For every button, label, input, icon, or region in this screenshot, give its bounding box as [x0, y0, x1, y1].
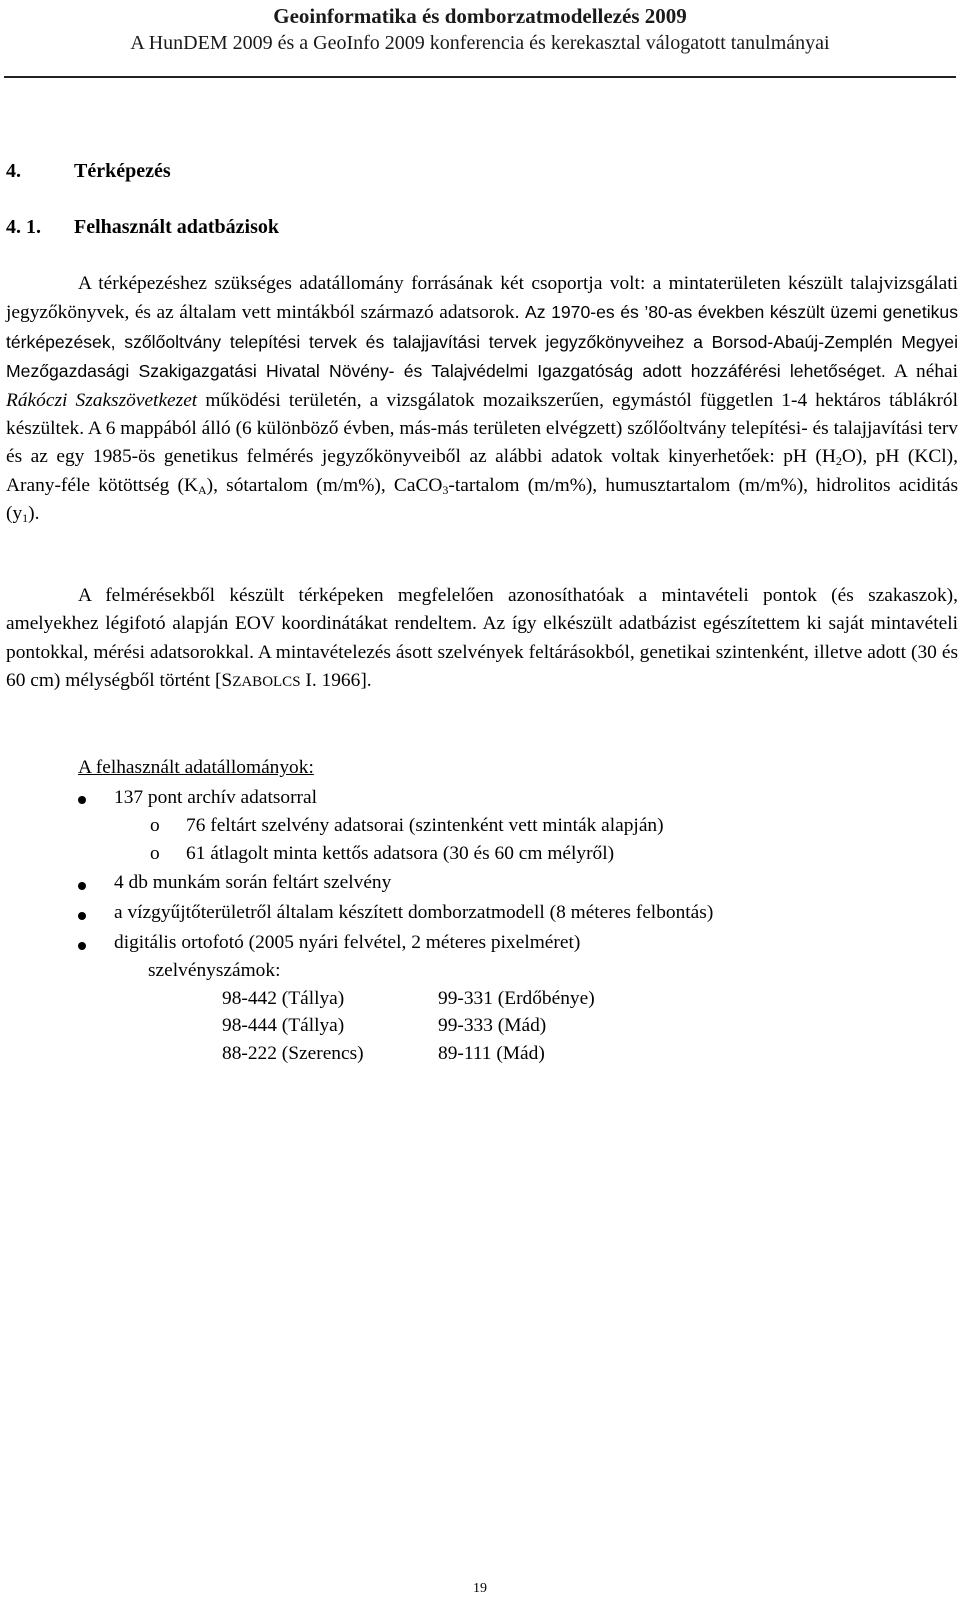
- subsection-title: Felhasznált adatbázisok: [74, 216, 280, 238]
- sheet-number: 99-331 (Erdőbénye): [438, 988, 595, 1009]
- section-number: 4.: [6, 160, 21, 182]
- running-header: [0, 2, 960, 56]
- header-rule: [4, 76, 956, 78]
- section-heading: [6, 160, 171, 183]
- paragraph-sampling: A felmérésekből készült térképeken megfelelően azonosíthatóak a mintavételi pontok (és szakaszok), amelyekhez légifotó alapján EOV koordinátákat rendeltem. Az így elkészült adatbázist egészítettem ki saját mintavételi pontokkal, mérési adatsorokkal. A mintavételezés ásott szelvények feltárásokból, genetikai szintenként, illetve adott (30 és 60 cm) mélységből történt [SZABOLCS I. 1966].: [6, 585, 958, 692]
- bullet-marker: [78, 934, 86, 956]
- sheet-number: 98-444 (Tállya): [222, 1015, 345, 1036]
- list-item-archive: 137 pont archív adatsorral: [114, 787, 317, 808]
- list-item-own-profiles: 4 db munkám során feltárt szelvény: [114, 872, 392, 893]
- bullet-marker: [78, 788, 86, 810]
- section-title: Térképezés: [74, 160, 171, 182]
- cooperative-name: Rákóczi Szakszövetkezet: [6, 389, 198, 411]
- sub-bullet-marker: o: [150, 815, 160, 836]
- sheet-numbers-label: szelvényszámok:: [148, 960, 281, 981]
- bullet-marker: [78, 874, 86, 896]
- header-subtitle: A HunDEM 2009 és a GeoInfo 2009 konferencia és kerekasztal válogatott tanulmányai: [130, 32, 830, 54]
- bullet-marker: [78, 904, 86, 926]
- sub-bullet-marker: o: [150, 843, 160, 864]
- paragraph-databases: A térképezéshez szükséges adatállomány forrásának két csoportja volt: a mintaterületen készült talajvizsgálati jegyzőkönyvek, és az általam vett mintákból származó adatsorok. Az 1970-es és ’80-as években készült üzemi genetikus térképezések, szőlőoltvány telepítési tervek és talajjavítási tervek jegyzőkönyveihez a Borsod-Abaúj-Zemplén Megyei Mezőgazdasági Szakigazgatási Hivatal Növény- és Talajvédelmi Igazgatóság adott hozzáférési lehetőséget. A néhai Rákóczi Szakszövetkezet működési területén, a vizsgálatok mozaikszerűen, egymástól független 1-4 hektáros táblákról készültek. A 6 mappából álló (6 különböző évben, más-más területen elvégzett) szőlőoltvány telepítési- és talajjavítási terv és az egy 1985-ös genetikus felmérés jegyzőkönyveiből az alábbi adatok voltak kinyerhetőek: pH $(H_2O)$, pH (KCl), Arany-féle kötöttség $(K_A)$, sótartalom (m/m%), CaCO$_3$-tartalom (m/m%), humusztartalom (m/m%), hidrolitos aciditás $(y_1)$.: [6, 273, 958, 526]
- list-subitem-profiles: 76 feltárt szelvény adatsorai (szintenként vett minták alapján): [186, 815, 664, 836]
- sheet-number: 98-442 (Tállya): [222, 988, 345, 1009]
- list-subitem-samples: 61 átlagolt minta kettős adatsora (30 és 60 cm mélyről): [186, 843, 615, 864]
- list-heading: A felhasznált adatállományok:: [78, 757, 314, 778]
- sheet-number: 99-333 (Mád): [438, 1015, 547, 1036]
- subsection-heading: [6, 216, 279, 239]
- list-item-dem: a vízgyűjtőterületről általam készített domborzatmodell (8 méteres felbontás): [114, 902, 714, 923]
- sheet-number: 88-222 (Szerencs): [222, 1043, 364, 1064]
- list-item-orthophoto: digitális ortofotó (2005 nyári felvétel, 2 méteres pixelméret): [114, 932, 581, 953]
- sheet-number: 89-111 (Mád): [438, 1043, 545, 1064]
- subsection-number: 4. 1.: [6, 216, 41, 238]
- header-title: Geoinformatika és domborzatmodellezés 2009: [273, 4, 687, 28]
- page-number: 19: [473, 1581, 487, 1596]
